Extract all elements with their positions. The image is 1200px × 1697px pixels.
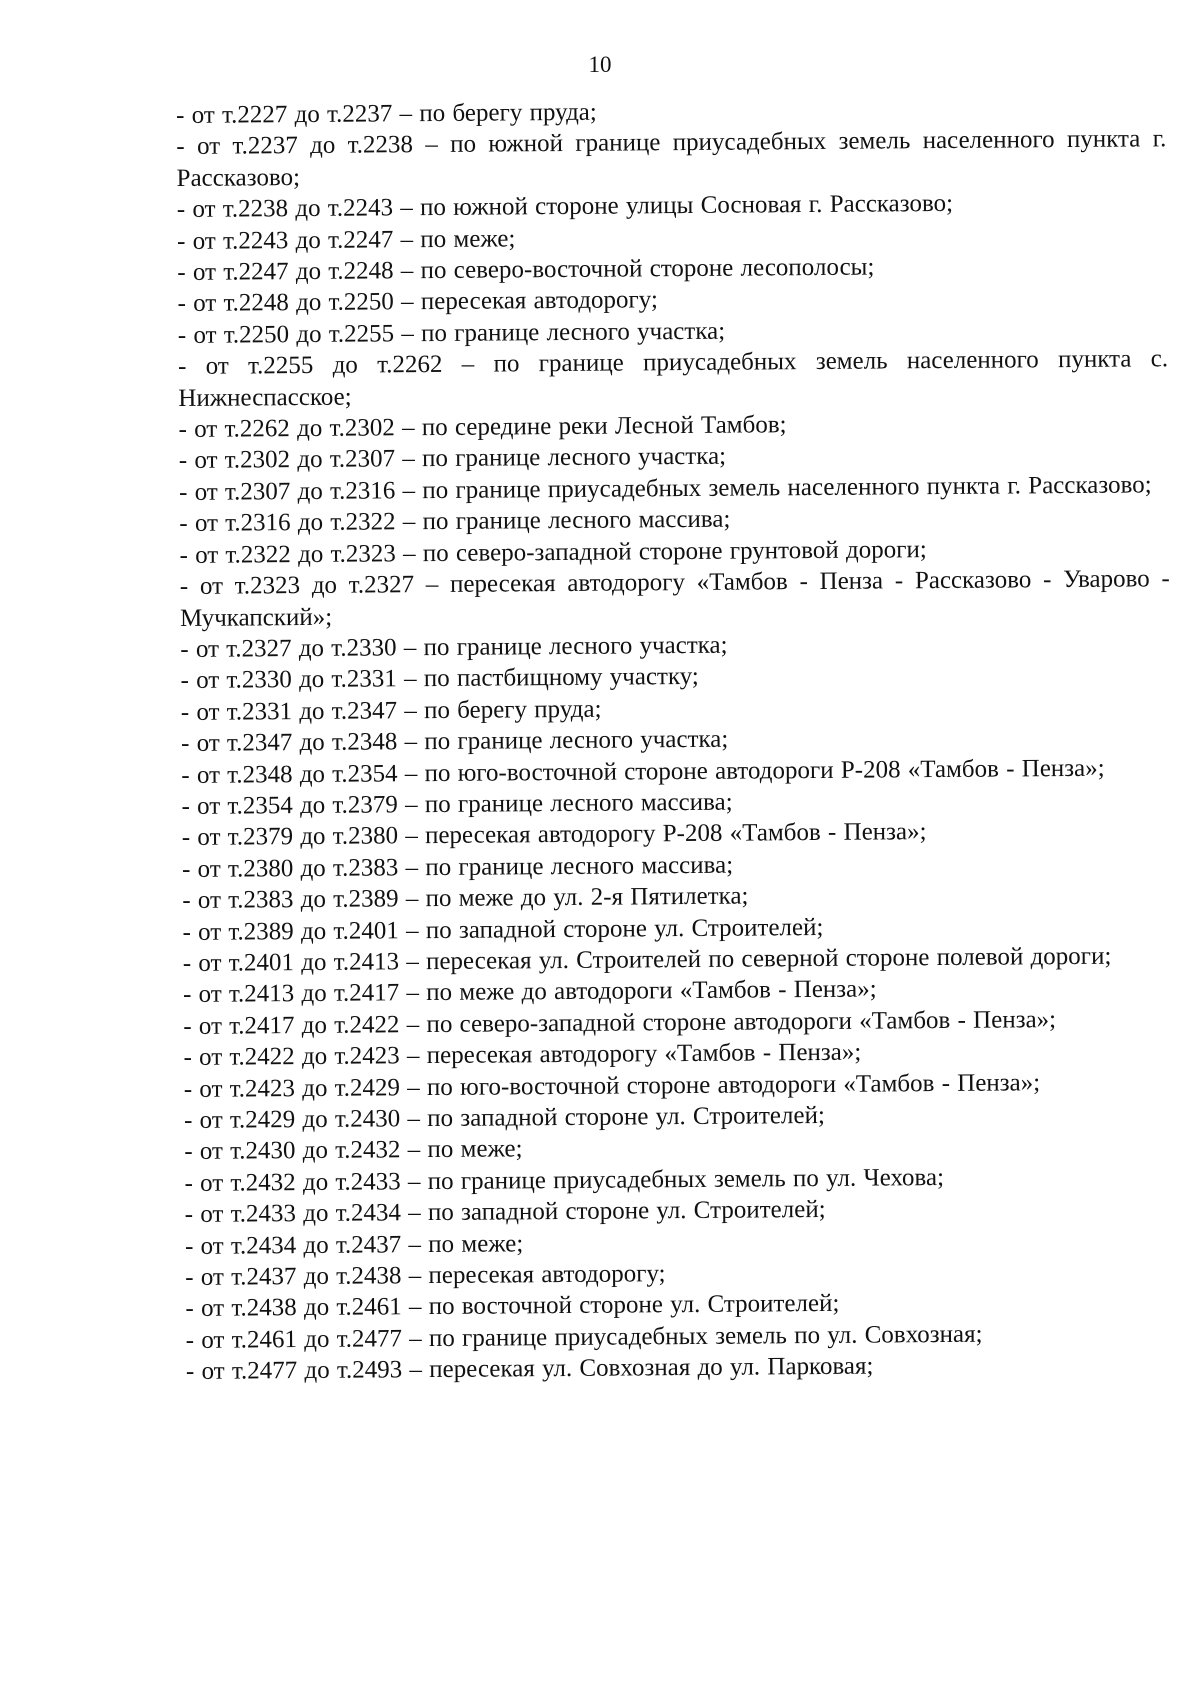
list-item: - от т.2248 до т.2250 – пересекая автодорогу; [177, 286, 658, 318]
list-item: - от т.2430 до т.2432 – по меже; [184, 1135, 523, 1166]
list-item: - от т.2432 до т.2433 – по границе приусадебных земель по ул. Чехова; [184, 1163, 945, 1197]
list-item: - от т.2348 до т.2354 – по юго-восточной стороне автодороги Р-208 «Тамбов - Пенза»; [181, 754, 1105, 789]
list-item: - от т.2423 до т.2429 – по юго-восточной стороне автодороги «Тамбов - Пенза»; [183, 1068, 1041, 1103]
list-item: - от т.2383 до т.2389 – по меже до ул. 2-я Пятилетка; [182, 882, 749, 915]
boundary-description-list [176, 92, 1176, 1387]
list-item: - от т.2227 до т.2237 – по берегу пруда; [176, 98, 597, 129]
list-item: - от т.2477 до т.2493 – пересекая ул. Совхозная до ул. Парковая; [185, 1352, 874, 1386]
list-item: - от т.2354 до т.2379 – по границе лесного массива; [181, 788, 733, 820]
list-item: - от т.2330 до т.2331 – по пастбищному участку; [180, 663, 699, 695]
list-item: - от т.2237 до т.2238 – по южной границе приусадебных земель населенного пункта г. Рассказово; [176, 125, 1167, 192]
list-item: - от т.2250 до т.2255 – по границе лесного участка; [177, 317, 726, 349]
list-item: - от т.2322 до т.2323 – по северо-западной стороне грунтовой дороги; [179, 535, 927, 569]
list-item: - от т.2389 до т.2401 – по западной стороне ул. Строителей; [182, 913, 824, 946]
list-item: - от т.2262 до т.2302 – по середине реки Лесной Тамбов; [178, 411, 787, 444]
list-item: - от т.2331 до т.2347 – по берегу пруда; [180, 695, 602, 726]
list-item: - от т.2238 до т.2243 – по южной стороне улицы Сосновая г. Рассказово; [176, 190, 954, 224]
list-item: - от т.2422 до т.2423 – пересекая автодорогу «Тамбов - Пенза»; [183, 1038, 862, 1072]
list-item: - от т.2434 до т.2437 – по меже; [184, 1229, 524, 1260]
list-item: - от т.2413 до т.2417 – по меже до автодороги «Тамбов - Пенза»; [182, 975, 877, 1009]
list-item: - от т.2307 до т.2316 – по границе приусадебных земель населенного пункта г. Рассказово; [178, 471, 1152, 506]
list-item: - от т.2323 до т.2327 – пересекая автодорогу «Тамбов - Пенза - Рассказово - Уварово - Мучкапский»; [179, 565, 1170, 632]
list-item: - от т.2429 до т.2430 – по западной стороне ул. Строителей; [183, 1101, 825, 1134]
list-item: - от т.2379 до т.2380 – пересекая автодорогу Р-208 «Тамбов - Пенза»; [181, 818, 927, 852]
list-item: - от т.2347 до т.2348 – по границе лесного участка; [180, 725, 729, 758]
list-item: - от т.2417 до т.2422 – по северо-западной стороне автодороги «Тамбов - Пенза»; [183, 1005, 1057, 1040]
list-item: - от т.2438 до т.2461 – по восточной стороне ул. Строителей; [185, 1290, 840, 1323]
list-item: - от т.2255 до т.2262 – по границе приусадебных земель населенного пункта с. Нижнеспасское; [177, 345, 1169, 412]
page-number: 10 [588, 52, 612, 77]
list-item: - от т.2302 до т.2307 – по границе лесного участка; [178, 443, 727, 475]
list-item: - от т.2433 до т.2434 – по западной стороне ул. Строителей; [184, 1196, 826, 1229]
list-item: - от т.2461 до т.2477 – по границе приусадебных земель по ул. Совхозная; [185, 1320, 983, 1354]
list-item: - от т.2316 до т.2322 – по границе лесного массива; [179, 505, 731, 538]
list-item: - от т.2437 до т.2438 – пересекая автодорогу; [185, 1260, 666, 1291]
list-item: - от т.2327 до т.2330 – по границе лесного участка; [180, 631, 728, 663]
list-item: - от т.2380 до т.2383 – по границе лесного массива; [181, 851, 734, 883]
list-item: - от т.2401 до т.2413 – пересекая ул. Строителей по северной стороне полевой дороги; [182, 942, 1112, 977]
list-item: - от т.2243 до т.2247 – по меже; [177, 224, 516, 255]
list-item: - от т.2247 до т.2248 – по северо-восточной стороне лесополосы; [177, 253, 875, 287]
